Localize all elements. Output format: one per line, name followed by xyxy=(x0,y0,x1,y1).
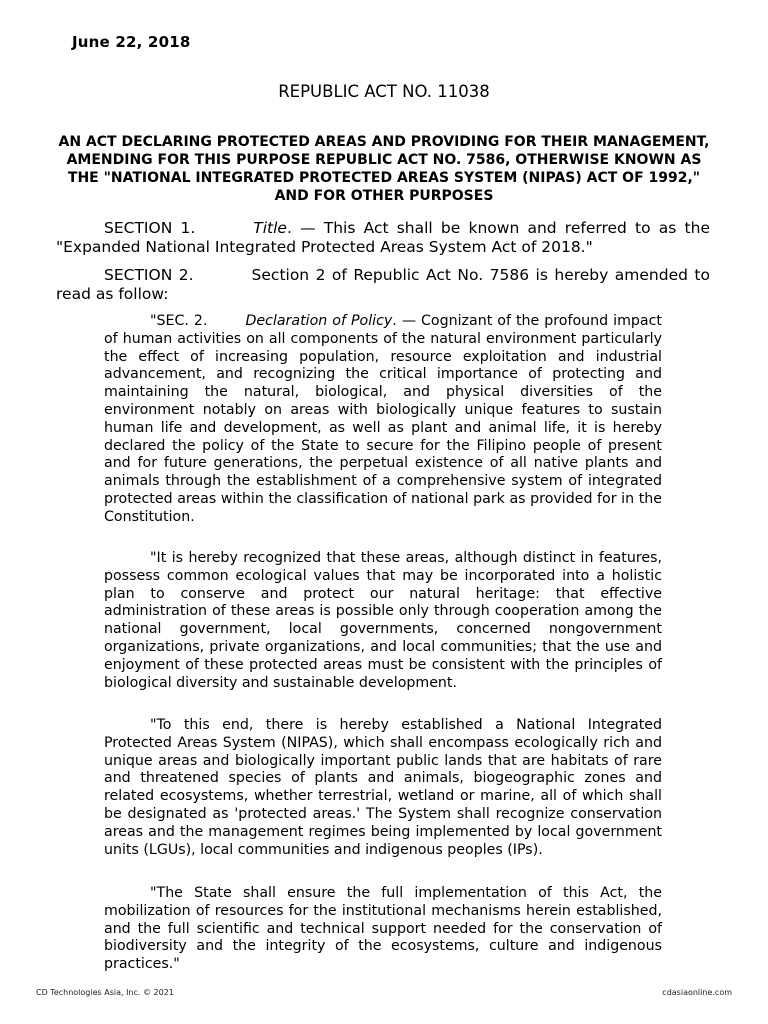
quoted-paragraph-4 xyxy=(104,885,662,974)
act-number: REPUBLIC ACT NO. 11038 xyxy=(278,82,490,101)
quoted-paragraph-1-text: . — Cognizant of the profound impact of human activities on all components of the natural environment particularly the effect of increasing population, resource exploitation and industrial advancement, and recognizing the critical importance of protecting and maintaining the natural, biological, and physical diversities of the environment notably on areas with biologically unique features to sustain human life and development, as well as plant and animal life, it is hereby declared the policy of the State to secure for the Filipino people of present and for future generations, the perpetual existence of all native plants and animals through the establishment of a comprehensive system of integrated protected areas within the classification of national park as provided for in the Constitution. xyxy=(104,313,662,525)
quoted-paragraph-1 xyxy=(104,313,662,527)
section-2-label: SECTION 2. xyxy=(104,266,194,284)
document-date: June 22, 2018 xyxy=(72,33,191,51)
section-1-heading: Title xyxy=(253,219,287,237)
quoted-paragraph-2-text: "It is hereby recognized that these areas, although distinct in features, possess common ecological values that may be incorporated into a holistic plan to conserve and protect our natural heritage: that effective administration of these areas is possible only through cooperation among the national government, local governments, concerned nongovernment organizations, private organizations, and local communities; that the use and enjoyment of these protected areas must be consistent with the principles of biological diversity and sustainable development. xyxy=(104,550,662,691)
section-2-text: Section 2 of Republic Act No. 7586 is hereby amended to read as follow: xyxy=(56,266,710,303)
quoted-paragraph-4-text: "The State shall ensure the full implementation of this Act, the mobilization of resources for the institutional mechanisms herein established, and the full scientific and technical support needed for the conservation of biodiversity and the integrity of the ecosystems, culture and indigenous practices." xyxy=(104,885,662,973)
quoted-paragraph-2 xyxy=(104,550,662,692)
footer-copyright: CD Technologies Asia, Inc. © 2021 xyxy=(36,988,174,997)
act-title: AN ACT DECLARING PROTECTED AREAS AND PROVIDING FOR THEIR MANAGEMENT, AMENDING FOR THIS PURPOSE REPUBLIC ACT NO. 7586, OTHERWISE KNOWN AS THE "NATIONAL INTEGRATED PROTECTED AREAS SYSTEM (NIPAS) ACT OF 1992," AND FOR OTHER PURPOSES xyxy=(58,134,710,204)
section-1-label: SECTION 1. xyxy=(104,219,196,237)
section-1 xyxy=(56,219,710,257)
quoted-paragraph-3 xyxy=(104,717,662,859)
quoted-sec-label: "SEC. 2. xyxy=(150,313,208,329)
footer-website: cdasiaonline.com xyxy=(662,988,732,997)
quoted-paragraph-3-text: "To this end, there is hereby established a National Integrated Protected Areas System (NIPAS), which shall encompass ecologically rich and unique areas and biologically important public lands that are habitats of rare and threatened species of plants and animals, biogeographic zones and related ecosystems, whether terrestrial, wetland or marine, all of which shall be designated as 'protected areas.' The System shall recognize conservation areas and the management regimes being implemented by local government units (LGUs), local communities and indigenous peoples (IPs). xyxy=(104,717,662,858)
section-1-text: . — This Act shall be known and referred to as the "Expanded National Integrated Protected Areas System Act of 2018." xyxy=(56,219,710,256)
section-2 xyxy=(56,266,710,304)
quoted-sec-heading: Declaration of Policy xyxy=(245,313,393,329)
